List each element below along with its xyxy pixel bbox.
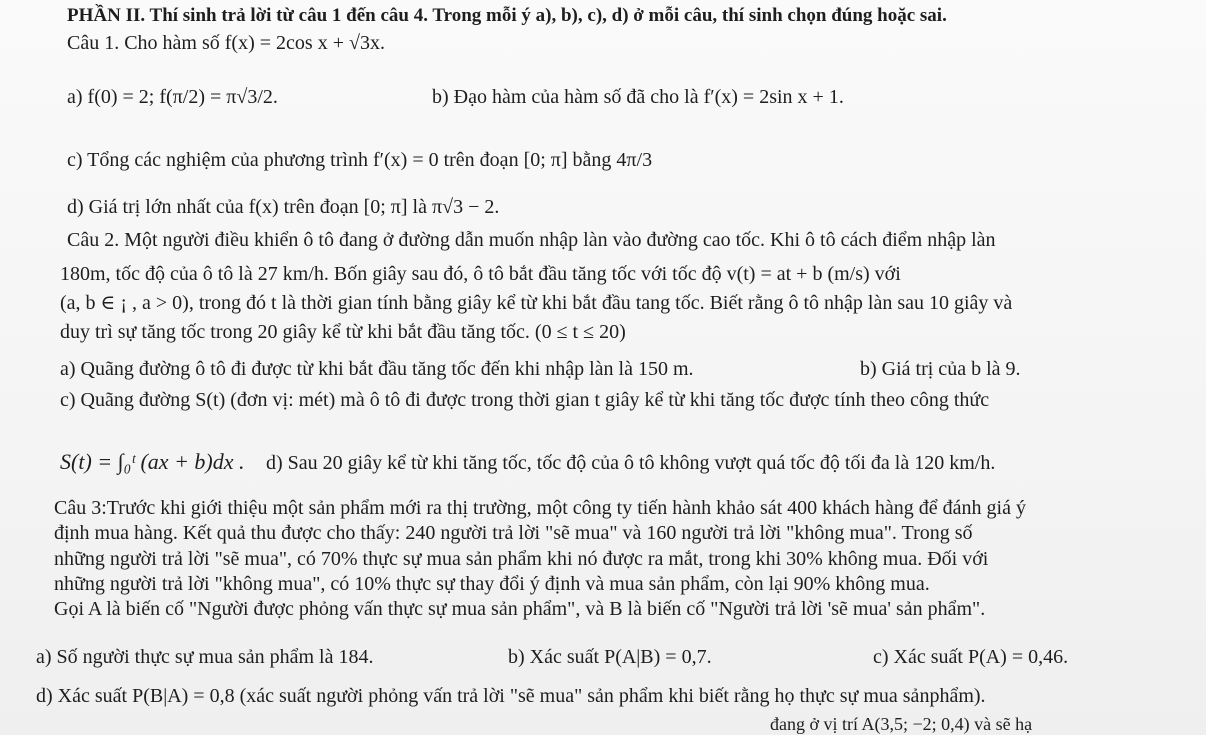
q1-title: Câu 1. Cho hàm số f(x) = 2cos x + √3x. [67, 32, 385, 54]
q2-line-4: duy trì sự tăng tốc trong 20 giây kể từ khi bắt đầu tăng tốc. (0 ≤ t ≤ 20) [60, 321, 626, 343]
q3-b: b) Xác suất P(A|B) = 0,7. [508, 646, 712, 668]
q1-b: b) Đạo hàm của hàm số đã cho là f′(x) = 2sin x + 1. [432, 86, 844, 108]
q2-line-2: 180m, tốc độ của ô tô là 27 km/h. Bốn giây sau đó, ô tô bắt đầu tăng tốc với tốc độ v(t) = at + b (m/s) với [60, 263, 901, 285]
q3-line-5: Gọi A là biến cố "Người được phỏng vấn thực sự mua sản phẩm", và B là biến cố "Người trả lời 'sẽ mua' sản phẩm". [54, 598, 986, 620]
q1-a: a) f(0) = 2; f(π/2) = π√3/2. [67, 86, 278, 108]
q2-d: d) Sau 20 giây kể từ khi tăng tốc, tốc độ của ô tô không vượt quá tốc độ tối đa là 120 km/h. [266, 452, 996, 474]
q4-partial-text: đang ở vị trí A(3,5; −2; 0,4) và sẽ hạ [770, 714, 1033, 734]
q1-d: d) Giá trị lớn nhất của f(x) trên đoạn [0; π] là π√3 − 2. [67, 196, 500, 218]
q2-a: a) Quãng đường ô tô đi được từ khi bắt đầu tăng tốc đến khi nhập làn là 150 m. [60, 358, 694, 380]
q2-b: b) Giá trị của b là 9. [860, 358, 1021, 380]
q2-line-1: Câu 2. Một người điều khiển ô tô đang ở đường dẫn muốn nhập làn vào đường cao tốc. Khi ô tô cách điểm nhập làn [67, 229, 996, 251]
q2-formula: S(t) = ∫₀ᵗ (ax + b)dx . [60, 449, 245, 474]
q3-line-3: những người trả lời "sẽ mua", có 70% thực sự mua sản phẩm khi nó được ra mắt, trong khi 30% không mua. Đối với [54, 548, 989, 570]
q3-a: a) Số người thực sự mua sản phẩm là 184. [36, 646, 374, 668]
q2-line-3: (a, b ∈ ¡ , a > 0), trong đó t là thời gian tính bằng giây kể từ khi bắt đầu tang tốc. Biết rằng ô tô nhập làn sau 10 giây và [60, 292, 1013, 314]
q1-c: c) Tổng các nghiệm của phương trình f′(x) = 0 trên đoạn [0; π] bằng 4π/3 [67, 149, 653, 171]
q3-line-2: định mua hàng. Kết quả thu được cho thấy: 240 người trả lời "sẽ mua" và 160 người trả lời "không mua". Trong số [54, 522, 973, 544]
q3-d: d) Xác suất P(B|A) = 0,8 (xác suất người phỏng vấn trả lời "sẽ mua" sản phẩm khi biết rằng họ thực sự mua sảnphẩm). [36, 685, 986, 707]
part-header: PHẦN II. Thí sinh trả lời từ câu 1 đến câu 4. Trong mỗi ý a), b), c), d) ở mỗi câu, thí sinh chọn đúng hoặc sai. [67, 5, 947, 26]
q3-c: c) Xác suất P(A) = 0,46. [873, 646, 1069, 668]
q3-line-1: Câu 3:Trước khi giới thiệu một sản phẩm mới ra thị trường, một công ty tiến hành khảo sát 400 khách hàng để đánh giá ý [54, 497, 1026, 519]
q3-line-4: những người trả lời "không mua", có 10% thực sự thay đổi ý định và mua sản phẩm, còn lại 90% không mua. [54, 573, 930, 595]
q2-c: c) Quãng đường S(t) (đơn vị: mét) mà ô tô đi được trong thời gian t giây kể từ khi tăng tốc được tính theo công thức [60, 389, 990, 411]
